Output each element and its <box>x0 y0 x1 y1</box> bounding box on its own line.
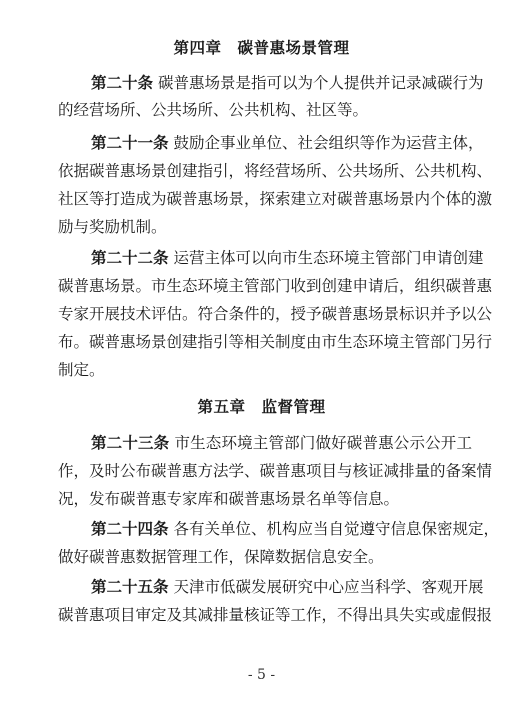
article-21-label: 第二十一条 <box>91 134 169 152</box>
article-20-text: 碳普惠场景是指可以为个人提供并记录减碳行为 <box>157 74 484 92</box>
article-22-line-3: 专家开展技术评估。符合条件的，授予碳普惠场景标识并予以公 <box>58 305 493 323</box>
article-22-line-1 <box>91 248 484 268</box>
article-21-line-4: 励与奖励机制。 <box>58 218 167 236</box>
article-24-label: 第二十四条 <box>91 520 169 538</box>
article-23-line-1 <box>91 433 472 453</box>
article-20-line-2: 的经营场所、公共场所、公共机构、社区等。 <box>58 101 369 119</box>
article-22-line-4: 布。碳普惠场景创建指引等相关制度由市生态环境主管部门另行 <box>58 333 493 351</box>
article-22-text: 运营主体可以向市生态环境主管部门申请创建 <box>173 249 484 267</box>
article-23-line-2: 作，及时公布碳普惠方法学、碳普惠项目与核证减排量的备案情 <box>58 462 493 480</box>
article-24-line-2: 做好碳普惠数据管理工作，保障数据信息安全。 <box>58 548 384 566</box>
article-22-label: 第二十二条 <box>91 249 169 267</box>
article-23-label: 第二十三条 <box>91 434 170 452</box>
article-25-label: 第二十五条 <box>91 578 169 596</box>
article-21-line-3: 社区等打造成为碳普惠场景，探索建立对碳普惠场景内个体的激 <box>58 190 493 208</box>
article-21-line-2: 依据碳普惠场景创建指引，将经营场所、公共场所、公共机构、 <box>58 162 493 180</box>
article-21-line-1 <box>91 133 484 153</box>
article-22-line-5: 制定。 <box>58 361 105 379</box>
article-23-line-3: 况，发布碳普惠专家库和碳普惠场景名单等信息。 <box>58 490 400 508</box>
page-number: - 5 - <box>247 667 276 683</box>
article-25-text: 天津市低碳发展研究中心应当科学、客观开展 <box>173 578 484 596</box>
article-23-text: 市生态环境主管部门做好碳普惠公示公开工 <box>174 434 472 452</box>
article-22-line-2: 碳普惠场景。市生态环境主管部门收到创建申请后，组织碳普惠 <box>58 277 493 295</box>
article-20-label: 第二十条 <box>91 74 154 92</box>
article-25-line-2: 碳普惠项目审定及其减排量核证等工作，不得出具失实或虚假报 <box>58 606 493 624</box>
article-21-text: 鼓励企事业单位、社会组织等作为运营主体， <box>173 134 484 152</box>
chapter-4-heading: 第四章 碳普惠场景管理 <box>173 39 350 57</box>
article-24-line-1 <box>91 519 499 539</box>
article-20-line-1 <box>91 73 484 93</box>
article-24-text: 各有关单位、机构应当自觉遵守信息保密规定， <box>173 520 499 538</box>
article-25-line-1 <box>91 577 484 597</box>
chapter-5-heading: 第五章 监督管理 <box>197 398 326 416</box>
